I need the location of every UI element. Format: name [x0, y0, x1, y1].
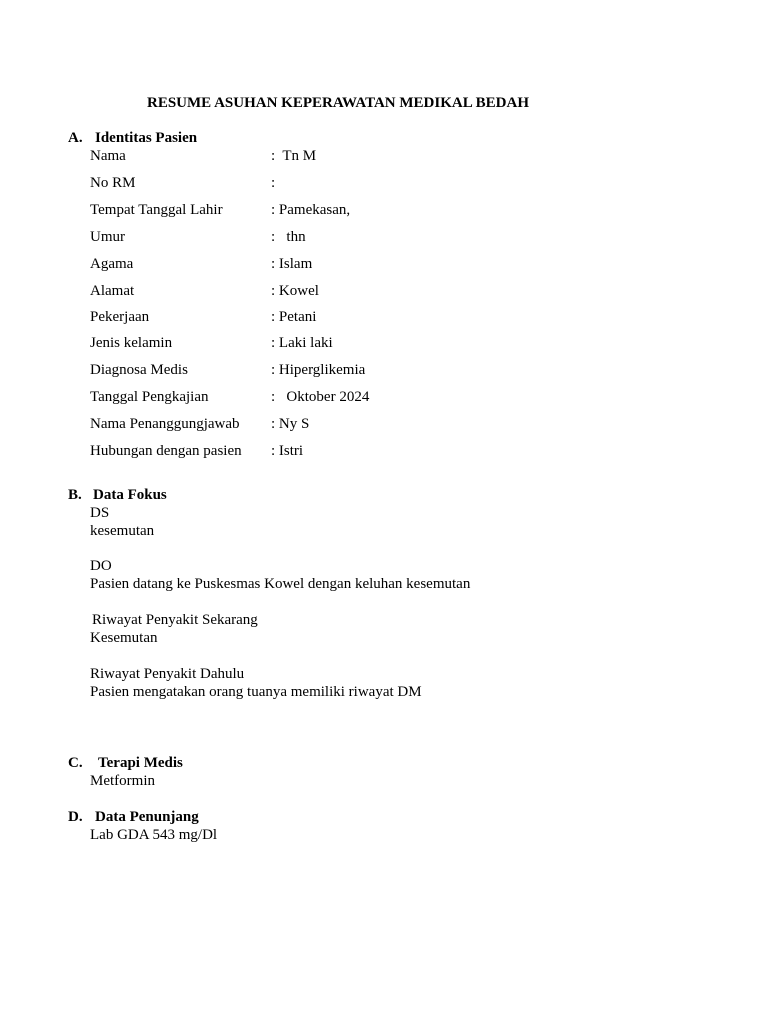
identity-label-hubungan: Hubungan dengan pasien	[90, 443, 242, 459]
section-b-letter: B.	[68, 487, 82, 503]
ds-label: DS	[90, 505, 110, 521]
identity-value-pekerjaan: : Petani	[271, 309, 317, 325]
identity-value-umur: : thn	[271, 229, 306, 245]
identity-value-ttl: : Pamekasan,	[271, 202, 351, 218]
section-c-letter: C.	[68, 755, 83, 771]
identity-value-nama: : Tn M	[271, 148, 317, 164]
do-text: Pasien datang ke Puskesmas Kowel dengan keluhan kesemutan	[90, 576, 471, 592]
document-title: RESUME ASUHAN KEPERAWATAN MEDIKAL BEDAH	[147, 95, 529, 111]
section-a-heading: Identitas Pasien	[95, 130, 198, 146]
identity-label-umur: Umur	[90, 229, 125, 245]
identity-value-no-rm: :	[271, 175, 276, 191]
ds-text: kesemutan	[90, 523, 155, 539]
section-b-heading: Data Fokus	[93, 487, 167, 503]
terapi-text: Metformin	[90, 773, 155, 789]
penunjang-text: Lab GDA 543 mg/Dl	[90, 827, 218, 843]
identity-value-diagnosa: : Hiperglikemia	[271, 362, 366, 378]
rpd-text: Pasien mengatakan orang tuanya memiliki riwayat DM	[90, 684, 422, 700]
identity-label-nama: Nama	[90, 148, 126, 164]
identity-label-pekerjaan: Pekerjaan	[90, 309, 150, 325]
identity-value-penanggungjawab: : Ny S	[271, 416, 310, 432]
rpd-label: Riwayat Penyakit Dahulu	[90, 666, 245, 682]
identity-value-agama: : Islam	[271, 256, 313, 272]
identity-label-tanggal: Tanggal Pengkajian	[90, 389, 209, 405]
identity-value-tanggal: : Oktober 2024	[271, 389, 370, 405]
rps-label: Riwayat Penyakit Sekarang	[92, 612, 258, 628]
identity-value-alamat: : Kowel	[271, 283, 319, 299]
identity-label-alamat: Alamat	[90, 283, 135, 299]
rps-text: Kesemutan	[90, 630, 158, 646]
identity-label-agama: Agama	[90, 256, 134, 272]
identity-label-diagnosa: Diagnosa Medis	[90, 362, 188, 378]
identity-label-no-rm: No RM	[90, 175, 136, 191]
section-d-heading: Data Penunjang	[95, 809, 199, 825]
identity-value-hubungan: : Istri	[271, 443, 304, 459]
do-label: DO	[90, 558, 112, 574]
identity-value-jenis-kelamin: : Laki laki	[271, 335, 333, 351]
section-c-heading: Terapi Medis	[98, 755, 183, 771]
section-d-letter: D.	[68, 809, 83, 825]
identity-label-ttl: Tempat Tanggal Lahir	[90, 202, 223, 218]
identity-label-jenis-kelamin: Jenis kelamin	[90, 335, 173, 351]
section-a-letter: A.	[68, 130, 83, 146]
identity-label-penanggungjawab: Nama Penanggungjawab	[90, 416, 240, 432]
